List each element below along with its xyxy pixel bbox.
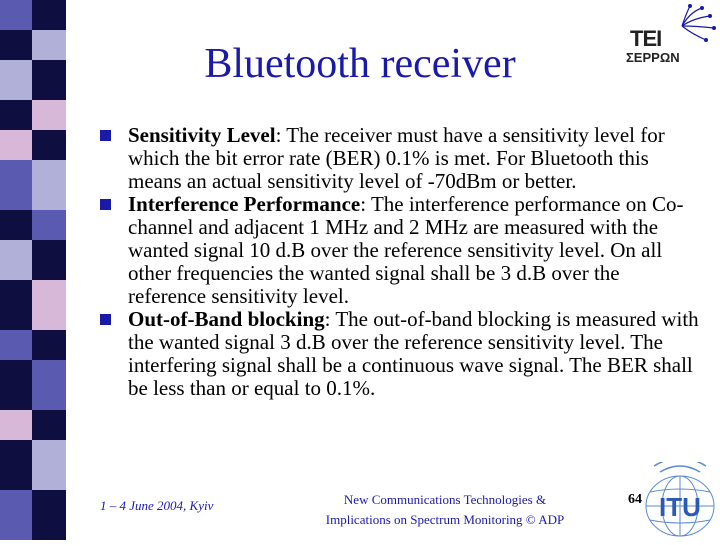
logo-line1: TEI xyxy=(630,26,662,51)
footer-center xyxy=(290,490,600,530)
bullet-term: Interference Performance xyxy=(128,192,361,216)
square-bullet-icon xyxy=(100,199,111,210)
itu-label: ITU xyxy=(659,492,701,522)
itu-logo xyxy=(640,462,720,540)
globe-icon xyxy=(640,462,720,540)
tei-logo xyxy=(620,4,718,76)
square-bullet-icon xyxy=(100,314,111,325)
bullet-text: : The out-of-band blocking is measured with the wanted signal 3 d.B over the reference sensitivity level. The interfering signal shall be a continuous wave signal. The BER shall be less than or equal to 0.1%. xyxy=(128,307,699,400)
bullet-term: Sensitivity Level xyxy=(128,123,276,147)
footer-center-line2: Implications on Spectrum Monitoring © ADP xyxy=(325,512,565,527)
list-item xyxy=(100,308,700,400)
page-number: 64 xyxy=(628,492,642,507)
bullet-list xyxy=(100,124,700,400)
decorative-stripe xyxy=(0,0,66,540)
list-item xyxy=(100,193,700,308)
footer-date-place: 1 – 4 June 2004, Kyiv xyxy=(100,498,214,513)
bullet-term: Out-of-Band blocking xyxy=(128,307,325,331)
square-bullet-icon xyxy=(100,130,111,141)
bullet-text: : The receiver must have a sensitivity level for which the bit error rate (BER) 0.1% is met. For Bluetooth this means an actual sensitivity level of -70dBm or better. xyxy=(128,123,665,193)
logo-line2: ΣΕΡΡΩΝ xyxy=(626,50,680,65)
bullet-text: : The interference performance on Co-channel and adjacent 1 MHz and 2 MHz are measured with the wanted signal 10 d.B over the reference sensitivity level. On all other frequencies the wanted signal shall be 3 d.B over the reference sensitivity level. xyxy=(128,192,684,308)
footer-center-line1: New Communications Technologies & xyxy=(343,492,547,507)
slide-title: Bluetooth receiver xyxy=(204,41,516,87)
list-item xyxy=(100,124,700,193)
